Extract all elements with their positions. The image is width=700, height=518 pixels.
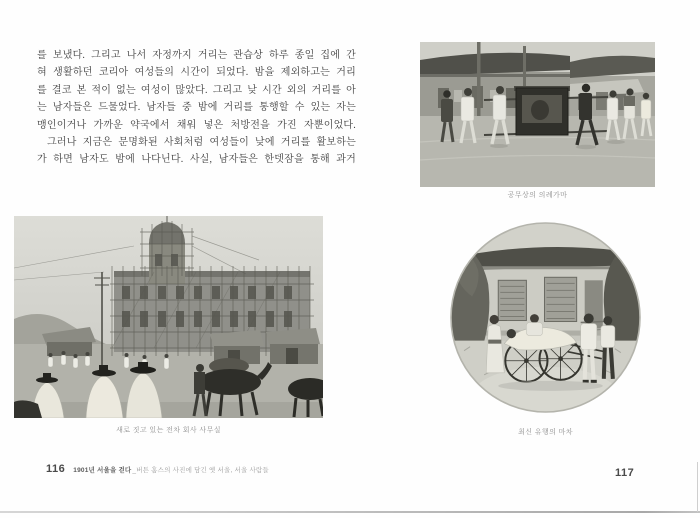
body-line: 는 남자들은 드물었다. 남자들 중 밤에 거리를 통행할 수 있는 자는	[37, 102, 356, 114]
rickshaw-photo-illustration	[450, 222, 641, 413]
page-right-edge	[697, 462, 698, 512]
running-title-bold: 1901년 서울을 걷다	[73, 467, 132, 474]
page-bottom-edge	[0, 511, 700, 513]
construction-photo	[14, 216, 323, 418]
body-line: 가 하면 남자도 밤에 나다닌다. 사실, 남자들은 한뎃잠을 통해 과거	[37, 154, 356, 166]
body-line: 맹인이거나 가까운 약국에서 채워 넣은 처방전을 가진 자뿐이었다.	[37, 119, 356, 131]
palanquin-photo	[420, 42, 655, 187]
body-line: 혀 생활하던 코리아 여성들의 시간이 되었다. 밤을 제외하고는 거리	[37, 67, 356, 79]
rickshaw-photo-caption: 최신 유행의 마차	[518, 429, 573, 436]
running-title	[73, 465, 269, 474]
right-page-footer	[615, 463, 634, 481]
running-title-rest: _버튼 홈스의 사진에 담긴 옛 서울, 서울 사람들	[132, 467, 269, 474]
construction-photo-illustration	[14, 216, 323, 418]
body-paragraph	[37, 47, 356, 169]
rickshaw-photo	[450, 222, 641, 413]
palanquin-photo-illustration	[420, 42, 655, 187]
right-page-number: 117	[615, 467, 635, 479]
construction-photo-caption: 새로 짓고 있는 전차 회사 사무실	[116, 427, 221, 434]
body-line: 를 결코 본 적이 없는 여성이 많았다. 그리고 낮 시간 외의 거리를 아	[37, 84, 356, 96]
palanquin-photo-caption: 공무상의 의례가마	[507, 192, 568, 199]
left-page-footer	[46, 463, 269, 475]
left-page-number: 116	[46, 463, 66, 475]
body-line: 그러나 지금은 문명화된 사회처럼 여성들이 낮에 거리를 활보하는	[47, 136, 356, 148]
body-line: 를 보냈다. 그리고 나서 자정까지 거리는 관습상 하루 종일 집에 간	[37, 50, 356, 61]
